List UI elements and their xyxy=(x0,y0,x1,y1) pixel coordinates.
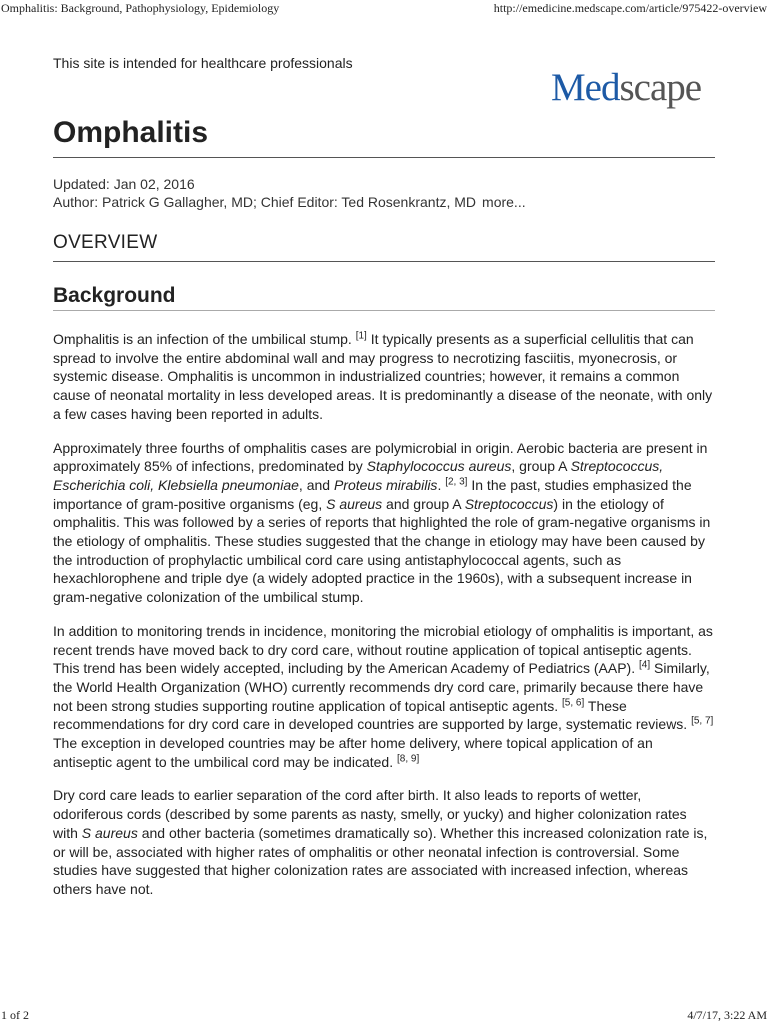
section-heading-background: Background xyxy=(53,284,176,307)
author-line xyxy=(53,194,526,210)
print-header-url[interactable]: http://emedicine.medscape.com/article/975422-overview xyxy=(493,1,767,15)
more-authors-link[interactable]: more... xyxy=(482,194,526,210)
medscape-logo[interactable] xyxy=(551,68,701,107)
title-divider xyxy=(53,157,715,158)
paragraph-4: Dry cord care leads to earlier separation of the cord after birth. It also leads to reports of wetter, odoriferous cords (described by some parents as nasty, smelly, or yucky) and higher colonization rates with S aureus and other bacteria (sometimes dramatically so). Whether this increased colonization rate is, or will be, associated with higher rates of omphalitis or other neonatal infection is controversial. Some studies have suggested that higher colonization rates are associated with increased infection, whereas others have not. xyxy=(53,787,708,897)
section-overview: OVERVIEW xyxy=(53,232,158,253)
logo-scape: scape xyxy=(619,66,702,109)
overview-divider xyxy=(53,261,715,262)
print-footer xyxy=(0,1006,768,1024)
page-title: Omphalitis xyxy=(53,116,209,149)
reference-link[interactable]: [1] xyxy=(355,330,367,342)
reference-link[interactable]: [2, 3] xyxy=(445,476,468,488)
site-notice: This site is intended for healthcare professionals xyxy=(53,55,353,71)
background-divider xyxy=(53,310,715,311)
paragraph-3: In addition to monitoring trends in incidence, monitoring the microbial etiology of omphalitis is important, as recent trends have moved back to dry cord care, without routine application of topical antiseptic agents. This trend has been widely accepted, including by the American Academy of Pediatrics (AAP). [4] Similarly, the World Health Organization (WHO) currently recommends dry cord care, primarily because there have not been strong studies supporting routine application of topical antiseptic agents. [5, 6] These recommendations for dry cord care in developed countries are supported by large, systematic reviews. [5, 7] The exception in developed countries may be after home delivery, where topical application of an antiseptic agent to the umbilical cord may be indicated. [8, 9] xyxy=(53,622,714,770)
updated-date: Updated: Jan 02, 2016 xyxy=(53,176,195,192)
print-header xyxy=(0,0,768,16)
reference-link[interactable]: [5, 7] xyxy=(691,715,714,727)
print-datetime: 4/7/17, 3:22 AM xyxy=(687,1008,767,1022)
page-count: 1 of 2 xyxy=(1,1008,29,1022)
author-text: Author: Patrick G Gallagher, MD; Chief Editor: Ted Rosenkrantz, MD xyxy=(53,194,477,210)
print-header-title: Omphalitis: Background, Pathophysiology, Epidemiology xyxy=(1,1,280,15)
paragraph-2: Approximately three fourths of omphalitis cases are polymicrobial in origin. Aerobic bacteria are present in approximately 85% of infections, predominated by Staphylococcus aureus, group A Streptococcus, Escherichia coli, Klebsiella pneumoniae, and Proteus mirabilis. [2, 3] In the past, studies emphasized the importance of gram-positive organisms (eg, S aureus and group A Streptococcus) in the etiology of omphalitis. This was followed by a series of reports that highlighted the role of gram-negative organisms in the etiology of omphalitis. These studies suggested that the change in etiology may have been caused by the introduction of prophylactic umbilical cord care using antistaphylococcal agents, such as hexachlorophene and triple dye (a widely adopted practice in the 1960s), with a subsequent increase in gram-negative colonization of the umbilical stump. xyxy=(53,439,711,606)
paragraph-1: Omphalitis is an infection of the umbilical stump. [1] It typically presents as a superficial cellulitis that can spread to involve the entire abdominal wall and may progress to necrotizing fasciitis, myonecrosis, or systemic disease. Omphalitis is uncommon in industrialized countries; however, it remains a common cause of neonatal mortality in less developed areas. It is predominantly a disease of the neonate, with only a few cases having been reported in adults. xyxy=(53,330,713,422)
reference-link[interactable]: [8, 9] xyxy=(396,753,420,765)
logo-med: Med xyxy=(551,66,620,109)
article-body xyxy=(53,330,715,914)
reference-link[interactable]: [4] xyxy=(638,659,651,671)
reference-link[interactable]: [5, 6] xyxy=(562,697,585,708)
